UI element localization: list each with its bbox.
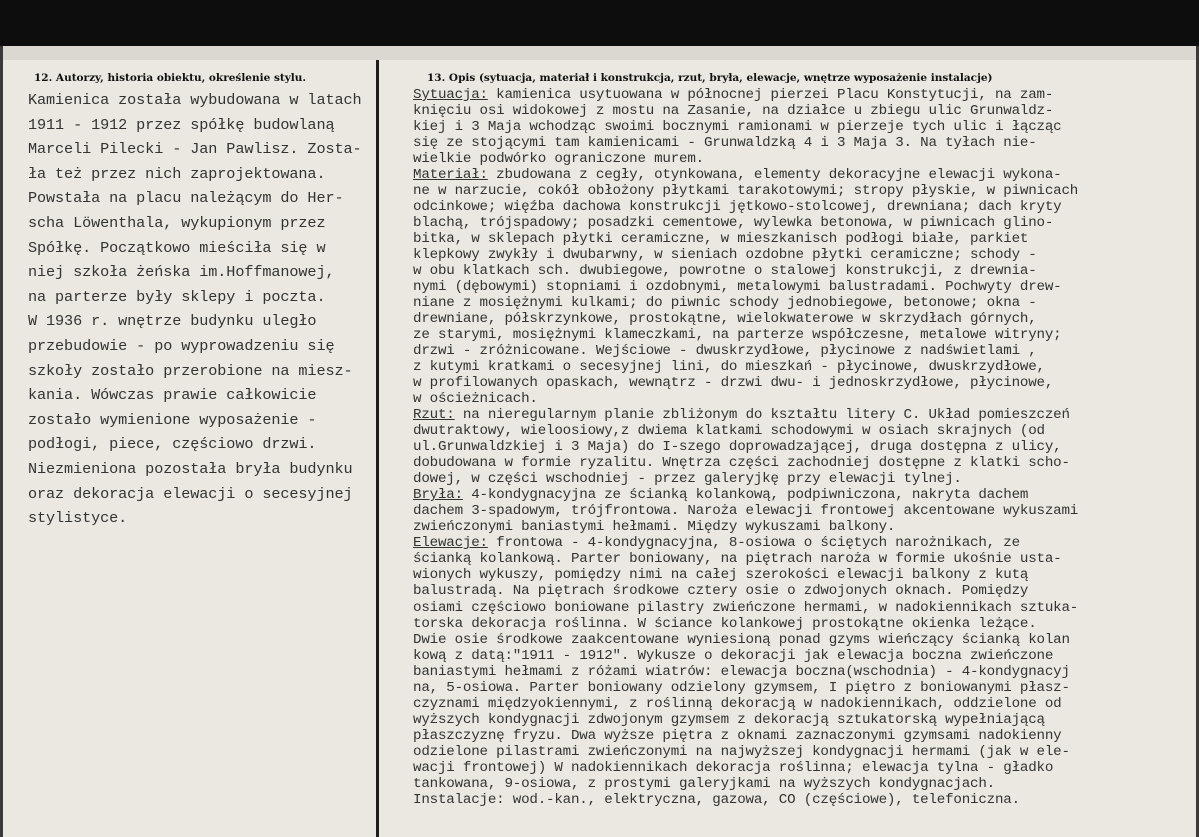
description-line xyxy=(413,535,1197,551)
description-text xyxy=(413,87,1197,808)
history-line: szkoły zostało przerobione na miesz- xyxy=(28,361,353,380)
description-line xyxy=(413,87,1197,103)
history-line: Niezmieniona pozostała bryła budynku xyxy=(28,459,353,478)
scan-top-border xyxy=(0,0,1199,46)
history-line: Marceli Pilecki - Jan Pawlisz. Zosta- xyxy=(28,140,362,159)
history-line: ła też przez nich zaprojektowana. xyxy=(28,164,326,183)
description-line xyxy=(413,648,1197,664)
history-line: Spółkę. Początkowo mieściła się w xyxy=(28,238,326,257)
history-line: 1911 - 1912 przez spółkę budowlaną xyxy=(28,115,335,134)
description-line xyxy=(413,760,1197,776)
line-text: płaszczyznę fryzu. Dwa wyższe piętra z oknami zaznaczonymi gzymsami nadokienny xyxy=(413,727,1062,744)
history-line: W 1936 r. wnętrze budynku uległo xyxy=(28,312,317,331)
line-text: niane z mosiężnymi kulkami; do piwnic schody jednobiegowe, betonowe; okna - xyxy=(413,295,1037,312)
line-text: wielkie podwórko ograniczone murem. xyxy=(413,151,704,168)
description-line xyxy=(413,231,1197,247)
description-line xyxy=(413,728,1197,744)
line-text: balustradą. Na piętrach środkowe cztery osie o zdwojonych oknach. Pomiędzy xyxy=(413,583,1029,600)
section-label: Materiał: xyxy=(413,167,488,184)
history-line: oraz dekoracja elewacji o secesyjnej xyxy=(28,484,353,503)
description-line xyxy=(413,343,1197,359)
description-line xyxy=(413,167,1197,183)
column-divider xyxy=(376,60,379,837)
description-line xyxy=(413,567,1197,583)
description-line xyxy=(413,119,1197,135)
description-line xyxy=(413,183,1197,199)
description-line xyxy=(413,696,1197,712)
description-line xyxy=(413,632,1197,648)
description-line xyxy=(413,215,1197,231)
description-line xyxy=(413,680,1197,696)
description-line xyxy=(413,744,1197,760)
description-line xyxy=(413,375,1197,391)
line-text: kiej i 3 Maja wchodząc swoimi bocznymi ramionami w pierzeje tych ulic i łącząc xyxy=(413,119,1062,136)
description-line xyxy=(413,455,1197,471)
description-line xyxy=(413,519,1197,535)
line-text: drewniane, półskrzynkowe, prostokątne, wielokwaterowe w skrzydłach górnych, xyxy=(413,311,1037,328)
description-line xyxy=(413,199,1197,215)
line-text: kową z datą:"1911 - 1912". Wykusze o dekoracji jak elewacja boczna zwieńczone xyxy=(413,647,1054,664)
description-line xyxy=(413,792,1197,808)
line-text: Dwie osie środkowe zaakcentowane wyniesioną ponad gzyms wieńczący ścianką kolan xyxy=(413,631,1070,648)
line-text: kamienica usytuowana w północnej pierzei Placu Konstytucji, na zam- xyxy=(487,87,1054,103)
line-text: wionych wykuszy, pomiędzy nimi na całej szerokości elewacji balkony z kutą xyxy=(413,567,1029,584)
line-text: klepkowy zwykły i dwubarwny, w sieniach ozdobne płytki ceramiczne; schody - xyxy=(413,247,1037,264)
history-text xyxy=(28,88,373,531)
history-line: podłogi, piece, częściowo drzwi. xyxy=(28,435,317,454)
description-line xyxy=(413,439,1197,455)
description-line xyxy=(413,103,1197,119)
description-line xyxy=(413,423,1197,439)
description-line xyxy=(413,247,1197,263)
line-text: się ze stojącymi tam kamienicami - Grunwaldzką 4 i 3 Maja 3. Na tyłach nie- xyxy=(413,135,1037,152)
description-line xyxy=(413,407,1197,423)
line-text: torska dekoracja roślinna. W ściance kolankowej prostokątne okienka leżące. xyxy=(413,615,1037,632)
line-text: wacji frontowej) W nadokiennikach dekoracja roślinna; elewacja tylna - gładko xyxy=(413,759,1054,776)
line-text: na, 5-osiowa. Parter boniowany odzielony gzymsem, I piętro z boniowanymi płasz- xyxy=(413,679,1070,696)
description-line xyxy=(413,295,1197,311)
description-line xyxy=(413,503,1197,519)
line-text: ścianką kolankową. Parter boniowany, na piętrach naroża w formie ukośnie usta- xyxy=(413,551,1062,568)
line-text: dwutraktowy, wieloosiowy,z dwiema klatkami schodowymi w osiach skrajnych (od xyxy=(413,423,1045,440)
description-line xyxy=(413,600,1197,616)
description-line xyxy=(413,279,1197,295)
line-text: dowej, w części wschodniej - przez galeryjkę przy elewacji tylnej. xyxy=(413,471,962,488)
description-line xyxy=(413,327,1197,343)
scan-top-strip xyxy=(0,46,1199,60)
history-line: Powstała na placu należącym do Her- xyxy=(28,189,344,208)
description-line xyxy=(413,151,1197,167)
description-line xyxy=(413,391,1197,407)
line-text: osiami częściowo boniowane pilastry zwieńczone hermami, w nadokiennikach sztuka- xyxy=(413,599,1079,616)
line-text: frontowa - 4-kondygnacyjna, 8-osiowa o ściętych narożnikach, ze xyxy=(487,535,1020,552)
line-text: w obu klatkach sch. dwubiegowe, powrotne o stalowej konstrukcji, z drewnia- xyxy=(413,263,1037,280)
line-text: blachą, trójspadowy; posadzki cementowe, wylewka betonowa, w piwnicach glino- xyxy=(413,215,1054,232)
description-line xyxy=(413,712,1197,728)
history-line: Kamienica została wybudowana w latach xyxy=(28,91,362,109)
section-label: Rzut: xyxy=(413,407,455,424)
line-text: Instalacje: wod.-kan., elektryczna, gazowa, CO (częściowe), telefoniczna. xyxy=(413,791,1020,808)
description-line xyxy=(413,776,1197,792)
description-line xyxy=(413,471,1197,487)
line-text: dachem 3-spadowym, trójfrontowa. Naroża elewacji frontowej akcentowane wykuszami xyxy=(413,503,1079,520)
line-text: baniastymi hełmami z różami wiatrów: elewacja boczna(wschodnia) - 4-kondygnacyj xyxy=(413,663,1070,680)
scan-left-border xyxy=(0,46,3,837)
section-13-header: 13. Opis (sytuacja, materiał i konstrukcja, rzut, bryła, elewacje, wnętrze wyposażenie instalacje) xyxy=(427,72,993,84)
history-line: kania. Wówczas prawie całkowicie xyxy=(28,386,317,405)
section-label: Sytuacja: xyxy=(413,87,488,103)
line-text: wyższych kondygnacji zdwojonym gzymsem z dekoracją sztukatorską wypełniającą xyxy=(413,711,1045,728)
section-12-header: 12. Autorzy, historia obiektu, określenie stylu. xyxy=(34,72,307,84)
line-text: ne w narzucie, cokół obłożony płytkami tarakotowymi; stropy płyskie, w piwnicach xyxy=(413,183,1079,200)
line-text: 4-kondygnacyjna ze ścianką kolankową, podpiwniczona, nakryta dachem xyxy=(462,487,1029,504)
line-text: drzwi - zróżnicowane. Wejściowe - dwuskrzydłowe, płycinowe z nadświetlami , xyxy=(413,343,1037,360)
description-line xyxy=(413,664,1197,680)
line-text: bitka, w sklepach płytki ceramiczne, w mieszkanisch podłogi białe, parkiet xyxy=(413,231,1029,248)
description-line xyxy=(413,311,1197,327)
history-line: zostało wymienione wyposażenie - xyxy=(28,410,317,429)
description-line xyxy=(413,583,1197,599)
line-text: odcinkowe; więźba dachowa konstrukcji jętkowo-stolcowej, drewniana; dach kryty xyxy=(413,199,1062,216)
line-text: ul.Grunwaldzkiej i 3 Maja) do I-szego doprowadzającej, druga dostępna z ulicy, xyxy=(413,439,1062,456)
line-text: nymi (dębowymi) stopniami i ozdobnymi, metalowymi balustradami. Pochwyty drew- xyxy=(413,279,1062,296)
section-label: Bryła: xyxy=(413,487,463,504)
line-text: czyznami międzyokiennymi, z roślinną dekoracją w nadokiennikach, oddzielone od xyxy=(413,695,1062,712)
history-line: na parterze były sklepy i poczta. xyxy=(28,287,326,306)
history-line: stylistyce. xyxy=(28,509,128,528)
line-text: dobudowana w formie ryzalitu. Wnętrza części zachodniej dostępne z klatki scho- xyxy=(413,455,1070,472)
line-text: knięciu osi widokowej z mostu na Zasanie, na działce u zbiegu ulic Grunwaldz- xyxy=(413,103,1054,120)
line-text: w profilowanych opaskach, wewnątrz - drzwi dwu- i jednoskrzydłowe, płycinowe, xyxy=(413,375,1054,392)
line-text: z kutymi kratkami o secesyjnej lini, do mieszkań - płycinowe, dwuskrzydłowe, xyxy=(413,359,1045,376)
line-text: zbudowana z cegły, otynkowana, elementy dekoracyjne elewacji wykona- xyxy=(487,167,1062,184)
line-text: zwieńczonymi baniastymi hełmami. Między wykuszami balkony. xyxy=(413,519,896,536)
line-text: ze starymi, mosiężnymi klameczkami, na parterze współczesne, metalowe witryny; xyxy=(413,327,1062,344)
history-line: przebudowie - po wyprowadzeniu się xyxy=(28,336,335,355)
description-line xyxy=(413,487,1197,503)
description-line xyxy=(413,551,1197,567)
section-label: Elewacje: xyxy=(413,535,488,552)
history-line: scha Löwenthala, wykupionym przez xyxy=(28,213,326,232)
line-text: tankowana, 9-osiowa, z prostymi galeryjkami na wyższych kondygnacjach. xyxy=(413,775,995,792)
description-line xyxy=(413,263,1197,279)
line-text: odzielone pilastrami zwieńczonymi na najwyższej kondygnacji hermami (jak w ele- xyxy=(413,743,1070,760)
line-text: na nieregularnym planie zbliżonym do kształtu litery C. Układ pomieszczeń xyxy=(454,407,1070,424)
line-text: w ościeżnicach. xyxy=(413,391,538,408)
description-line xyxy=(413,135,1197,151)
description-line xyxy=(413,359,1197,375)
history-line: niej szkoła żeńska im.Hoffmanowej, xyxy=(28,263,335,282)
description-line xyxy=(413,616,1197,632)
